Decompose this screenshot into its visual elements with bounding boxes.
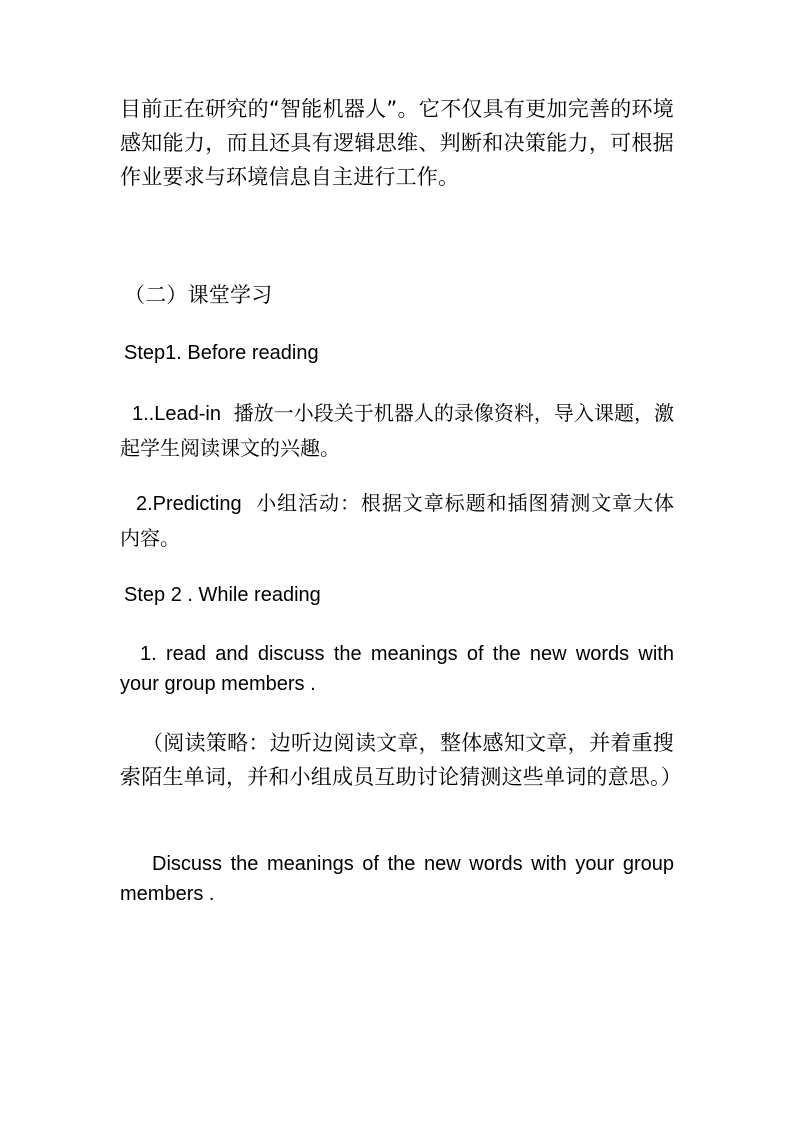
step2-item-read-discuss: 1. read and discuss the meanings of the new words with your group members .	[120, 643, 674, 695]
predicting-text: 小组活动：根据文章标题和插图猜测文章大体内容。	[120, 491, 675, 550]
discuss-paragraph: Discuss the meanings of the new words with your group members .	[120, 853, 674, 905]
intro-paragraph: 目前正在研究的“智能机器人”。它不仅具有更加完善的环境感知能力，而且还具有逻辑思维、判断和决策能力，可根据作业要求与环境信息自主进行工作。	[120, 97, 674, 189]
step2-heading: Step 2 . While reading	[124, 584, 321, 606]
step1-item-lead-in	[120, 396, 674, 465]
step1-item-predicting	[120, 486, 674, 555]
section-heading: （二）课堂学习	[124, 283, 273, 307]
lead-in-label: 1..Lead-in	[132, 403, 221, 425]
lead-in-text: 播放一小段关于机器人的录像资料，导入课题，激起学生阅读课文的兴趣。	[120, 401, 675, 460]
predicting-label: 2.Predicting	[136, 493, 242, 515]
reading-strategy-note: （阅读策略：边听边阅读文章，整体感知文章，并着重搜索陌生单词，并和小组成员互助讨论猜测这些单词的意思。）	[120, 731, 682, 789]
step1-heading: Step1. Before reading	[124, 342, 319, 364]
